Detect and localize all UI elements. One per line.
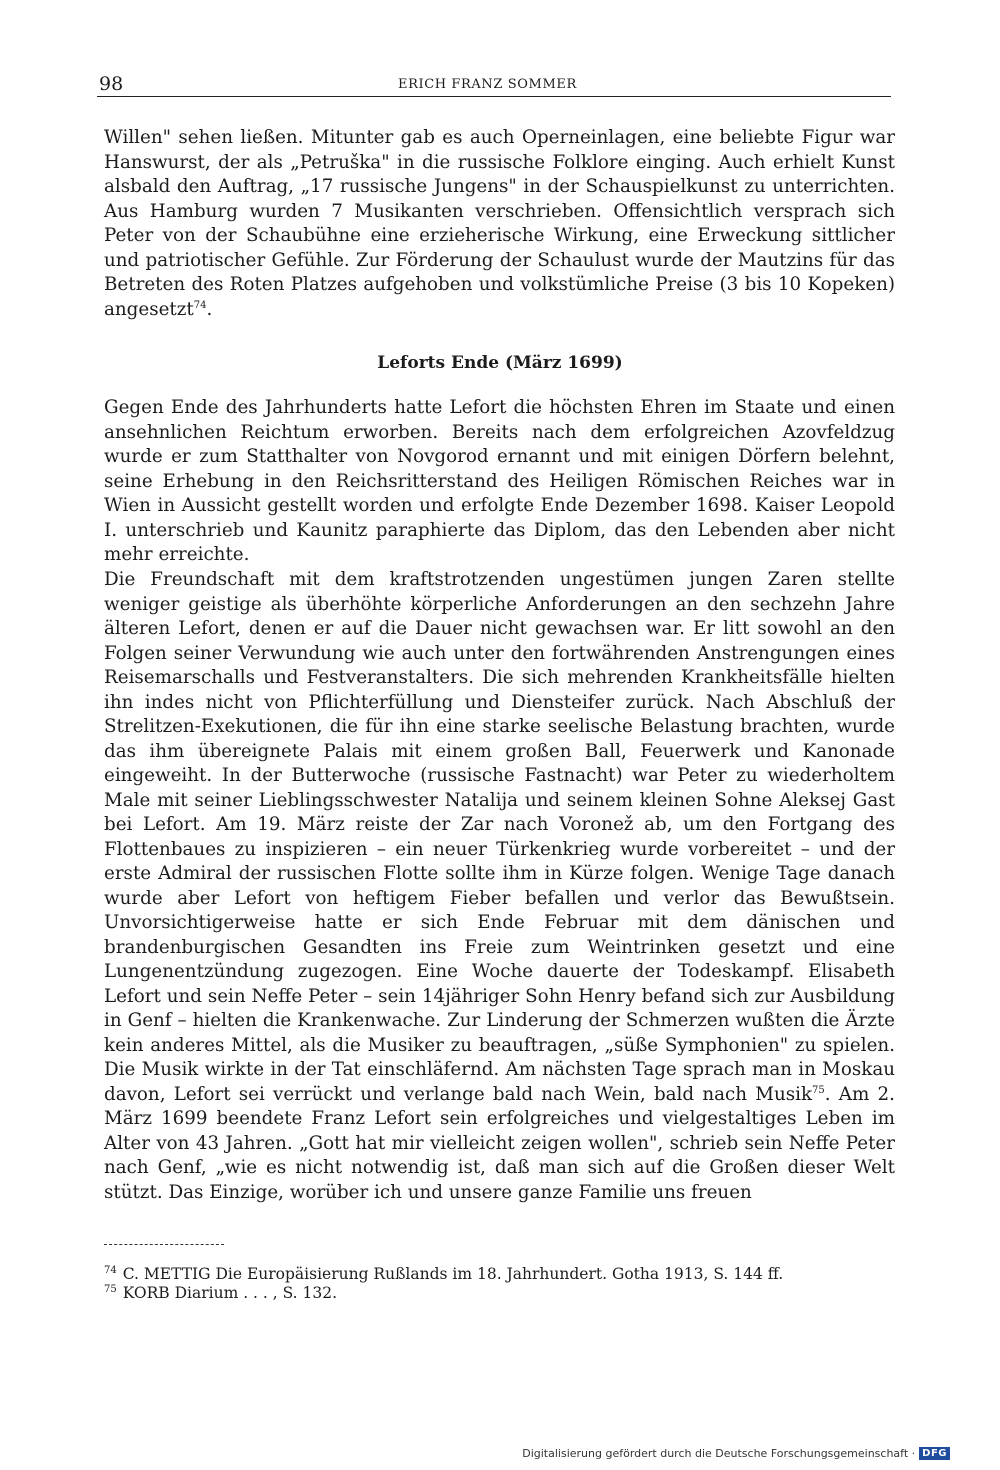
footnote-marker: 75 [104, 1284, 117, 1295]
page-number: 98 [99, 73, 124, 95]
paragraph-1-text: Willen" sehen ließen. Mitunter gab es auch Operneinlagen, eine beliebte Figur war Hanswurst, der als „Petruška" in die russische Folklore einging. Auch erhielt Kunst alsbald den Auftrag, „17 russische Jungens" in der Schauspielkunst zu unterrichten. Aus Hamburg wurden 7 Musikanten verschrieben. Offensichtlich versprach sich Peter von der Schaubühne eine erzieherische Wirkung, eine Erweckung sittlicher und patriotischer Gefühle. Zur Förderung der Schaulust wurde der Mautzins für das Betreten des Roten Platzes aufgehoben und volkstümliche Preise (3 bis 10 Kopeken) angesetzt [104, 127, 895, 320]
footnote-rule [104, 1244, 224, 1245]
footnote-text: KORB Diarium . . . , S. 132. [122, 1284, 338, 1303]
section-heading: Leforts Ende (März 1699) [377, 353, 623, 373]
paragraph-1 [104, 126, 895, 322]
credit-text: Digitalisierung gefördert durch die Deutsche Forschungsgemeinschaft · [522, 1447, 916, 1460]
footnote-ref-75[interactable]: 75 [812, 1084, 825, 1096]
paragraph-3 [104, 568, 895, 1205]
paragraph-3-text-b: . Am 2. März 1699 beendete Franz Lefort sein erfolgreiches und vielgestaltiges Leben im Alter von 43 Jahren. „Gott hat mir vielleicht zeigen wollen", schrieb sein Neffe Peter nach Genf, „wie es nicht notwendig ist, daß man sich auf die Großen dieser Welt stützt. Das Einzige, worüber ich und unsere ganze Familie uns freuen [104, 1083, 895, 1203]
digitization-credit [522, 1447, 950, 1460]
paragraph-2: Gegen Ende des Jahrhunderts hatte Lefort die höchsten Ehren im Staate und einen ansehnlichen Reichtum erworben. Bereits nach dem erfolgreichen Azovfeldzug wurde er zum Statthalter von Novgorod ernannt und mit einigen Dörfern belehnt, seine Erhebung in den Reichsritterstand des Heiligen Römischen Reiches war in Wien in Aussicht gestellt worden und erfolgte Ende Dezember 1698. Kaiser Leopold I. unterschrieb und Kaunitz paraphierte das Diplom, das den Lebenden aber nicht mehr erreichte. [104, 397, 895, 565]
footnote-text: C. METTIG Die Europäisierung Rußlands im 18. Jahrhundert. Gotha 1913, S. 144 ff. [122, 1265, 784, 1284]
dfg-logo-icon: DFG [919, 1447, 950, 1460]
running-head: ERICH FRANZ SOMMER [398, 77, 577, 92]
footnote-ref-74[interactable]: 74 [193, 299, 207, 311]
paragraph-1-end: . [206, 298, 213, 320]
footnote-marker: 74 [104, 1265, 117, 1276]
footnote-75 [104, 1280, 904, 1303]
paragraph-3-text-a: Die Freundschaft mit dem kraftstrotzenden ungestümen jungen Zaren stellte weniger geistige als überhöhte körperliche Anforderungen an den sechzehn Jahre älteren Lefort, denen er auf die Dauer nicht gewachsen war. Er litt sowohl an den Folgen seiner Verwundung wie auch unter den fortwährenden Anstrengungen eines Reisemarschalls und Festveranstalters. Die sich mehrenden Krankheitsfälle hielten ihn indes nicht von Pflichterfüllung und Diensteifer zurück. Nach Abschluß der Strelitzen-Exekutionen, die für ihn eine starke seelische Belastung brachten, wurde das ihm übereignete Palais mit einem großen Ball, Feuerwerk und Kanonade eingeweiht. In der Butterwoche (russische Fastnacht) war Peter zu wiederholtem Male mit seiner Lieblingsschwester Natalija und seinem kleinen Sohne Aleksej Gast bei Lefort. Am 19. März reiste der Zar nach Voronež ab, um den Fortgang des Flottenbaues zu inspizieren – ein neuer Türkenkrieg wurde vorbereitet – und der erste Admiral der russischen Flotte sollte ihm in Kürze folgen. Wenige Tage danach wurde aber Lefort von heftigem Fieber befallen und verlor das Bewußtsein. Unvorsichtigerweise hatte er sich Ende Februar mit dem dänischen und brandenburgischen Gesandten ins Freie zum Weintrinken gesetzt und eine Lungenentzündung zugezogen. Eine Woche dauerte der Todeskampf. Elisabeth Lefort und sein Neffe Peter – sein 14jähriger Sohn Henry befand sich zur Ausbildung in Genf – hielten die Krankenwache. Zur Linderung der Schmerzen wußten die Ärzte kein anderes Mittel, als die Musiker zu beauftragen, „süße Symphonien" zu spielen. Die Musik wirkte in der Tat einschläfernd. Am nächsten Tage sprach man in Moskau davon, Lefort sei verrückt und verlange bald nach Wein, bald nach Musik [104, 569, 895, 1105]
header-rule [97, 96, 891, 97]
